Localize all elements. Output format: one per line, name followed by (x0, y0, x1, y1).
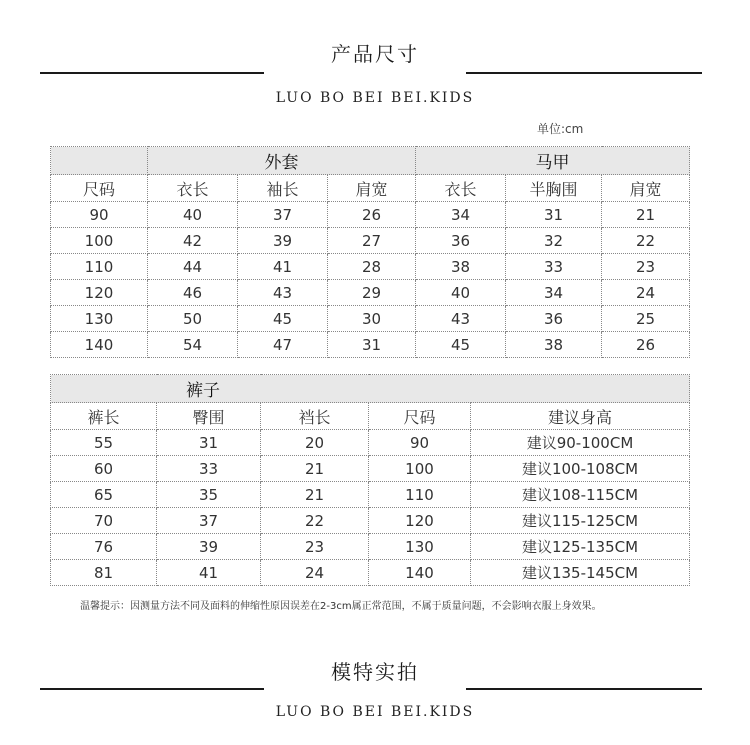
column-header-row (51, 403, 690, 430)
section-title-size: 产品尺寸 (331, 42, 419, 66)
measurement-note: 温馨提示：因测量方法不同及面料的伸缩性原因误差在2-3cm属正常范围，不属于质量问题，不会影响衣服上身效果。 (80, 601, 602, 612)
table-cell: 24 (261, 560, 369, 586)
table-cell: 36 (416, 228, 506, 254)
table-cell: 130 (51, 306, 148, 332)
table-cell: 47 (238, 332, 328, 358)
col-header-suggested-height: 建议身高 (471, 403, 690, 430)
group-jacket: 外套 (148, 147, 416, 175)
table-row (51, 280, 690, 306)
table-cell: 39 (238, 228, 328, 254)
table-cell: 26 (328, 202, 416, 228)
table-cell: 31 (506, 202, 602, 228)
table-cell: 41 (157, 560, 261, 586)
table-cell: 27 (328, 228, 416, 254)
table-row (51, 560, 690, 586)
group-pants: 裤子 (51, 375, 690, 403)
col-header-pants-length: 裤长 (51, 403, 157, 430)
table-cell: 32 (506, 228, 602, 254)
table-cell: 100 (51, 228, 148, 254)
col-header-size: 尺码 (369, 403, 471, 430)
table-row (51, 202, 690, 228)
table-cell: 90 (51, 202, 148, 228)
table-cell: 45 (238, 306, 328, 332)
table-cell: 140 (369, 560, 471, 586)
col-header-sleeve-length: 袖长 (238, 175, 328, 202)
group-vest: 马甲 (416, 147, 690, 175)
table-cell: 45 (416, 332, 506, 358)
table-cell: 28 (328, 254, 416, 280)
table-cell: 50 (148, 306, 238, 332)
table-cell: 44 (148, 254, 238, 280)
table-cell: 40 (148, 202, 238, 228)
col-header-rise: 裆长 (261, 403, 369, 430)
table-cell: 建议90-100CM (471, 430, 690, 456)
table-cell: 24 (602, 280, 690, 306)
title-rule-left (40, 72, 264, 74)
table-cell: 20 (261, 430, 369, 456)
table-cell: 65 (51, 482, 157, 508)
table-cell: 42 (148, 228, 238, 254)
table-cell: 110 (51, 254, 148, 280)
table-cell: 70 (51, 508, 157, 534)
table-cell: 60 (51, 456, 157, 482)
table-cell: 130 (369, 534, 471, 560)
brand-tagline: LUO BO BEI BEI.KIDS (275, 90, 475, 106)
table-cell: 建议108-115CM (471, 482, 690, 508)
table-row (51, 456, 690, 482)
table-cell: 31 (328, 332, 416, 358)
group-header-row (51, 147, 690, 175)
table-cell: 33 (157, 456, 261, 482)
table-cell: 120 (369, 508, 471, 534)
table-cell: 34 (416, 202, 506, 228)
table-cell: 34 (506, 280, 602, 306)
table-cell: 23 (261, 534, 369, 560)
table-row (51, 306, 690, 332)
table-cell: 建议115-125CM (471, 508, 690, 534)
group-header-row (51, 375, 690, 403)
table-cell: 37 (157, 508, 261, 534)
jacket-vest-size-table (50, 146, 690, 358)
table-cell: 140 (51, 332, 148, 358)
table-row (51, 534, 690, 560)
table-cell: 31 (157, 430, 261, 456)
table-cell: 120 (51, 280, 148, 306)
col-header-vest-shoulder: 肩宽 (602, 175, 690, 202)
table-row (51, 254, 690, 280)
table-cell: 30 (328, 306, 416, 332)
group-corner-cell (51, 147, 148, 175)
table-cell: 46 (148, 280, 238, 306)
table-cell: 76 (51, 534, 157, 560)
col-header-vest-length: 衣长 (416, 175, 506, 202)
table-cell: 100 (369, 456, 471, 482)
table-cell: 22 (261, 508, 369, 534)
col-header-half-chest: 半胸围 (506, 175, 602, 202)
table-cell: 22 (602, 228, 690, 254)
table-cell: 38 (506, 332, 602, 358)
table-cell: 90 (369, 430, 471, 456)
col-header-jacket-length: 衣长 (148, 175, 238, 202)
table-cell: 26 (602, 332, 690, 358)
table-cell: 建议125-135CM (471, 534, 690, 560)
section-title-model: 模特实拍 (331, 660, 419, 684)
table-cell: 39 (157, 534, 261, 560)
table-cell: 33 (506, 254, 602, 280)
table-cell: 54 (148, 332, 238, 358)
table-cell: 建议135-145CM (471, 560, 690, 586)
table-cell: 38 (416, 254, 506, 280)
brand-tagline: LUO BO BEI BEI.KIDS (275, 704, 475, 720)
table-row (51, 228, 690, 254)
table-cell: 23 (602, 254, 690, 280)
table-cell: 41 (238, 254, 328, 280)
table-cell: 36 (506, 306, 602, 332)
unit-label: 单位:cm (537, 122, 584, 136)
table-cell: 21 (261, 456, 369, 482)
table-cell: 110 (369, 482, 471, 508)
table-cell: 21 (602, 202, 690, 228)
table-cell: 29 (328, 280, 416, 306)
table-cell: 43 (416, 306, 506, 332)
column-header-row (51, 175, 690, 202)
table-row (51, 482, 690, 508)
table-cell: 建议100-108CM (471, 456, 690, 482)
table-cell: 81 (51, 560, 157, 586)
table-row (51, 508, 690, 534)
table-row (51, 332, 690, 358)
title-rule-right (466, 688, 702, 690)
table-cell: 43 (238, 280, 328, 306)
pants-size-table (50, 374, 690, 586)
title-rule-right (466, 72, 702, 74)
table-cell: 55 (51, 430, 157, 456)
col-header-hip: 臀围 (157, 403, 261, 430)
col-header-size: 尺码 (51, 175, 148, 202)
table-row (51, 430, 690, 456)
title-rule-left (40, 688, 264, 690)
table-cell: 35 (157, 482, 261, 508)
col-header-jacket-shoulder: 肩宽 (328, 175, 416, 202)
table-cell: 25 (602, 306, 690, 332)
table-cell: 21 (261, 482, 369, 508)
table-cell: 40 (416, 280, 506, 306)
table-cell: 37 (238, 202, 328, 228)
